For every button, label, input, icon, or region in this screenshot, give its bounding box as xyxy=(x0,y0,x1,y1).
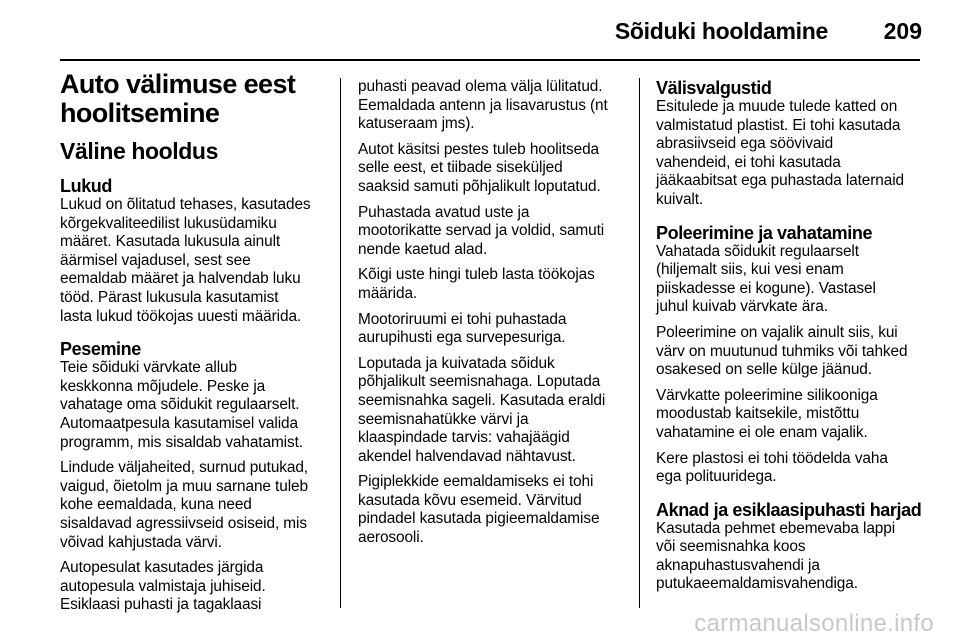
text-line: osakesed on selle külge jäänud. xyxy=(656,361,872,379)
paragraph xyxy=(60,459,328,552)
text-line: aknapuhastusvahendi ja xyxy=(656,556,820,574)
subsection-heading: Pesemine xyxy=(60,339,141,360)
paragraph xyxy=(656,450,926,487)
paragraph xyxy=(358,355,628,467)
text-line: Esitulede ja muude tulede katted on xyxy=(656,98,898,115)
paragraph xyxy=(656,520,926,594)
text-line: programm, mis sisaldab vahatamist. xyxy=(60,433,303,451)
text-line: määrida. xyxy=(358,284,418,302)
text-line: või seemisnahka koos xyxy=(656,538,806,556)
subsection-heading: Aknad ja esiklaasipuhasti harjad xyxy=(656,499,922,520)
column-1 xyxy=(60,70,328,622)
text-line: Kere plastosi ei tohi töödelda vaha xyxy=(656,449,888,467)
text-line: Kõigi uste hingi tuleb lasta töökojas xyxy=(358,266,595,284)
col2-paragraphs xyxy=(358,78,628,548)
text-line: Mootoriruumi ei tohi puhastada xyxy=(358,310,567,328)
paragraph xyxy=(358,78,628,134)
paragraph xyxy=(60,196,328,326)
page-number: 209 xyxy=(883,18,922,44)
text-line: saaksid samuti põhjalikult loputatud. xyxy=(358,177,601,195)
chapter-title: Auto välimuse eest hoolitsemine xyxy=(60,69,296,128)
text-line: määret. Kasutada lukusula ainult xyxy=(60,233,281,251)
text-line: moodustab kaitsekile, mistõttu xyxy=(656,405,860,423)
text-line: selle eest, et tiibade siseküljed xyxy=(358,159,563,177)
text-line: valmistatud plastist. Ei tohi kasutada xyxy=(656,116,901,134)
text-line: vahatage oma sõidukit regulaarselt. xyxy=(60,396,300,414)
text-line: Lindude väljaheited, surnud putukad, xyxy=(60,459,308,477)
column-divider xyxy=(340,78,341,608)
paragraph xyxy=(358,141,628,197)
paragraph xyxy=(358,204,628,260)
text-line: Värvkatte poleerimine silikooniga xyxy=(656,386,878,404)
subsection-heading: Lukud xyxy=(60,176,112,196)
subsection-heading: Välisvalgustid xyxy=(656,78,772,98)
text-line: Loputada ja kuivatada sõiduk xyxy=(358,354,555,372)
text-line: seemisnahatükke värvi ja xyxy=(358,410,529,428)
page-header xyxy=(0,0,960,60)
paragraph xyxy=(60,359,328,452)
text-line: Lukud on õlitatud tehases, kasutades xyxy=(60,196,311,213)
text-line: akendel halvendavad nähtavust. xyxy=(358,447,576,465)
text-line: sisaldavad agressiivseid osiseid, mis xyxy=(60,514,307,532)
text-line: piiskadesse ei kogune). Vastasel xyxy=(656,279,876,297)
paragraph xyxy=(358,266,628,303)
text-line: seemisnahka sageli. Kasutada eraldi xyxy=(358,391,606,409)
text-line: Puhastada avatud uste ja xyxy=(358,203,530,221)
text-line: nende kaetud alad. xyxy=(358,240,488,258)
text-line: kasutada kõvu esemeid. Värvitud xyxy=(358,491,582,509)
text-line: jääkaabitsat ega puhastada laternaid xyxy=(656,172,904,190)
text-line: juhul kuivab värvkate ära. xyxy=(656,298,828,316)
paragraph xyxy=(656,324,926,380)
text-line: äärmisel vajadusel, sest see xyxy=(60,251,251,269)
text-line: Automaatpesula kasutamisel valida xyxy=(60,414,298,432)
column-3 xyxy=(656,78,926,601)
text-line: keskkonna mõjudele. Peske ja xyxy=(60,377,266,395)
text-line: aurupihusti ega survepesuriga. xyxy=(358,329,566,347)
text-line: lasta lukud töökojas uuesti määrida. xyxy=(60,307,302,325)
text-line: Poleerimine on vajalik ainult siis, kui xyxy=(656,323,898,341)
column-divider xyxy=(639,78,640,608)
text-line: puhasti peavad olema välja lülitatud. xyxy=(358,78,603,95)
text-line: vaigud, õietolm ja muu sarnane tuleb xyxy=(60,477,308,495)
text-line: ega polituuridega. xyxy=(656,468,777,486)
paragraph xyxy=(358,311,628,348)
text-line: pindadel kasutada pigieemaldamise xyxy=(358,510,600,528)
subsection-heading: Poleerimine ja vahatamine xyxy=(656,222,873,243)
text-line: Kasutada pehmet ebemevaba lappi xyxy=(656,519,896,537)
text-line: mootorikatte servad ja voldid, samuti xyxy=(358,222,605,240)
text-line: vahatamine ei ole enam vajalik. xyxy=(656,423,868,441)
text-line: kõrgekvaliteedilist lukusüdamiku xyxy=(60,214,277,232)
text-line: eemaldab määret ja halvendab luku xyxy=(60,270,301,288)
paragraph xyxy=(656,387,926,443)
text-line: aerosooli. xyxy=(358,529,424,547)
column-2 xyxy=(358,78,628,555)
text-line: Vahatada sõidukit regulaarselt xyxy=(656,242,859,260)
text-line: (hiljemalt siis, kui vesi enam xyxy=(656,261,844,279)
running-header-title: Sõiduki hooldamine xyxy=(614,18,828,44)
text-line: Autopesulat kasutades järgida xyxy=(60,559,264,577)
col3-sections xyxy=(656,78,926,594)
text-line: putukaeemaldamisvahendiga. xyxy=(656,575,858,593)
col1-sections xyxy=(60,176,328,615)
text-line: kohe eemaldada, kuna need xyxy=(60,496,252,514)
text-line: katuseraam jms). xyxy=(358,115,475,133)
header-rule xyxy=(60,59,920,61)
paragraph xyxy=(656,243,926,317)
text-line: värv on muutunud tuhmiks või tahked xyxy=(656,342,908,360)
text-line: Eemaldada antenn ja lisavarustus (nt xyxy=(358,96,608,114)
text-line: vahendeid, ei tohi kasutada xyxy=(656,153,841,171)
text-line: abrasiivseid ega söövivaid xyxy=(656,135,834,153)
watermark: carmanualsonline.info xyxy=(694,610,934,637)
text-line: klaaspindade tarvis: vahajäägid xyxy=(358,429,570,447)
paragraph xyxy=(358,473,628,547)
text-line: autopesula valmistaja juhiseid. xyxy=(60,577,266,595)
text-line: Esiklaasi puhasti ja tagaklaasi xyxy=(60,596,262,614)
paragraph xyxy=(60,559,328,615)
text-line: põhjalikult seemisnahaga. Loputada xyxy=(358,373,601,391)
text-line: võivad kahjustada värvi. xyxy=(60,533,222,551)
paragraph xyxy=(656,98,926,210)
text-line: tööd. Pärast lukusula kasutamist xyxy=(60,288,279,306)
section-title: Väline hooldus xyxy=(60,138,218,164)
text-line: Pigiplekkide eemaldamiseks ei tohi xyxy=(358,473,594,491)
text-line: Teie sõiduki värvkate allub xyxy=(60,359,237,377)
text-line: kuivalt. xyxy=(656,190,704,208)
text-line: Autot käsitsi pestes tuleb hoolitseda xyxy=(358,140,599,158)
